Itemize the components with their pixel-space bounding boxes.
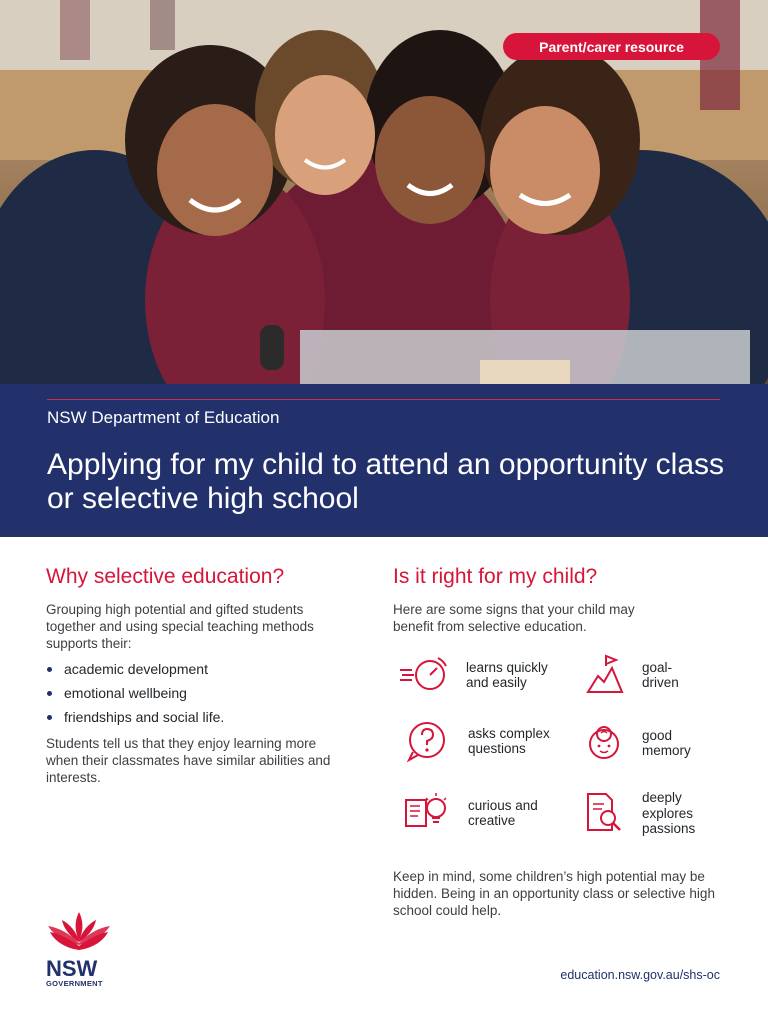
sign-label: goal-driven — [642, 659, 679, 690]
sign-curious-creative — [398, 790, 558, 836]
sign-label: learns quickly and easily — [466, 659, 548, 690]
brain-head-icon — [584, 720, 628, 766]
left-intro: Grouping high potential and gifted students together and using special teaching methods supports their: — [46, 602, 314, 651]
left-outro: Students tell us that they enjoy learning more when their classmates have similar abilities and interests. — [46, 736, 331, 785]
magnifier-document-icon — [584, 790, 628, 836]
sign-good-memory — [584, 720, 712, 766]
waratah-flower-icon — [46, 912, 112, 952]
benefits-list — [46, 657, 224, 729]
speed-clock-icon — [398, 652, 458, 698]
hero-photo — [0, 0, 768, 384]
sign-explores-passions — [584, 790, 712, 837]
list-item: friendships and social life. — [46, 705, 224, 729]
sign-asks-questions — [398, 718, 558, 764]
right-intro: Here are some signs that your child may benefit from selective education. — [393, 602, 635, 634]
mountain-flag-icon — [584, 652, 628, 698]
nsw-government-logo — [46, 912, 114, 988]
sign-label: asks complex questions — [468, 725, 550, 756]
banner-divider — [47, 399, 720, 400]
title-banner — [0, 384, 768, 537]
page-title: Applying for my child to attend an opportunity class or selective high school — [47, 448, 725, 515]
question-bubble-icon — [398, 718, 458, 764]
left-heading: Why selective education? — [46, 565, 285, 588]
lightbulb-icon — [398, 790, 458, 836]
parent-carer-badge: Parent/carer resource — [503, 33, 720, 60]
department-name: NSW Department of Education — [47, 408, 280, 427]
sign-label: good memory — [642, 727, 691, 758]
sign-goal-driven — [584, 652, 702, 698]
sign-learns-quickly — [398, 652, 556, 698]
right-heading: Is it right for my child? — [393, 565, 598, 588]
sign-label: curious and creative — [468, 797, 538, 828]
list-item: academic development — [46, 657, 224, 681]
right-outro: Keep in mind, some children’s high potential may be hidden. Being in an opportunity class or selective high school could help. — [393, 869, 715, 918]
logo-subtext: GOVERNMENT — [46, 979, 103, 988]
list-item: emotional wellbeing — [46, 681, 224, 705]
logo-text: NSW — [46, 956, 98, 981]
sign-label: deeply explores passions — [642, 790, 696, 836]
website-link[interactable]: education.nsw.gov.au/shs-oc — [560, 968, 720, 982]
